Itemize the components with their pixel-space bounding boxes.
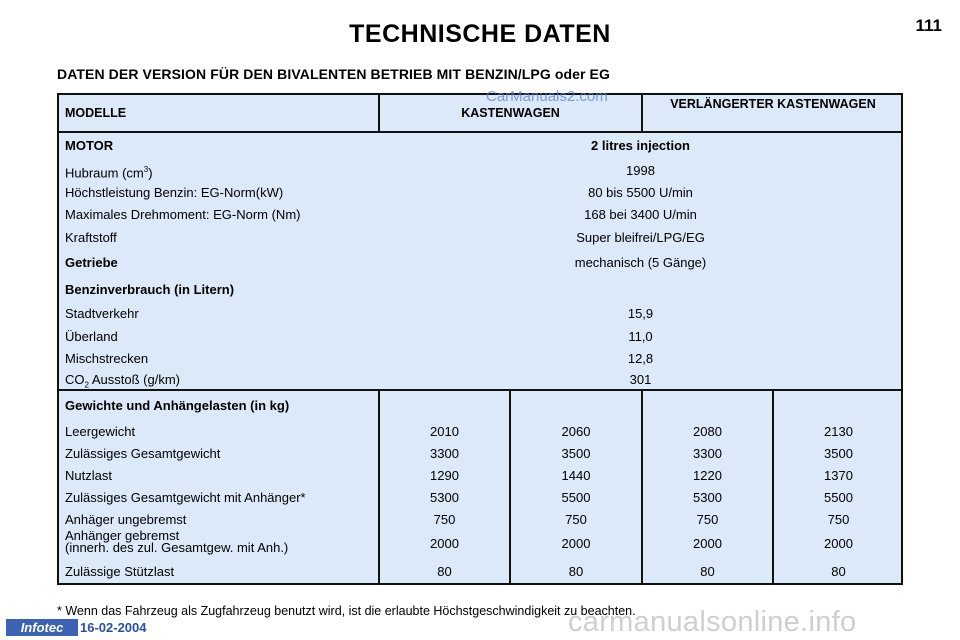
weight-value: 750 [565,512,587,527]
weight-value: 80 [700,564,715,579]
weight-row-label-line: (innerh. des zul. Gesamtgew. mit Anh.) [65,540,289,555]
engine-row-value: 168 bei 3400 U/min [584,207,697,222]
weight-row-label: Zulässiges Gesamtgewicht mit Anhänger* [65,490,306,505]
page-number: 111 [915,16,942,35]
engine-row-label: Hubraum $(cm^3)$ [65,165,153,181]
weight-row-label: Zulässige Stützlast [65,564,175,579]
weight-value: 2000 [430,536,459,551]
engine-row-label: Maximales Drehmoment: EG-Norm (Nm) [65,207,301,222]
consumption-row-value: 12,8 [627,351,654,366]
consumption-label: Benzinverbrauch (in Litern) [65,282,235,297]
watermark-top: CarManuals2.com [486,88,608,105]
weight-row-label: Leergewicht [65,424,136,439]
spec-table [57,93,903,585]
weight-value: 750 [433,512,456,527]
weight-value: 80 [568,564,584,579]
weight-value: 2000 [561,536,591,551]
header-long-van: VERLÄNGERTER KASTENWAGEN [670,97,876,111]
header-van: KASTENWAGEN [461,106,560,120]
weight-value: 5500 [561,490,591,505]
page-title: TECHNISCHE DATEN [349,20,611,48]
weight-value: 80 [831,564,846,579]
engine-value: 2 litres injection [591,138,690,153]
co2-label: $CO_2$ Ausstoß (g/km) [65,372,180,390]
weight-value: 2060 [561,424,591,439]
engine-row-value: 80 bis 5500 U/min [588,185,693,200]
weight-row-label [65,530,288,554]
col-divider-3 [509,389,511,583]
weight-value: 2010 [430,424,459,439]
header-divider [59,131,901,133]
consumption-row-label: Stadtverkehr [65,306,139,321]
engine-row-label: Höchstleistung Benzin: EG-Norm(kW) [65,185,284,200]
weight-value: 3300 [430,446,459,461]
engine-row-label: Kraftstoff [65,230,117,245]
weight-value: 2080 [693,424,722,439]
footer-logo: Infotec [6,619,78,636]
consumption-row-value: 15,9 [627,306,654,321]
col-divider-4 [772,389,774,583]
weight-row-label: Nutzlast [65,468,112,483]
weight-value: 2000 [824,536,853,551]
weight-value: 1440 [561,468,591,483]
weight-value: 5300 [693,490,722,505]
section-title: DATEN DER VERSION FÜR DEN BIVALENTEN BETRIEB MIT BENZIN/LPG oder EG [57,66,610,82]
weight-value: 3500 [824,446,853,461]
engine-row-value: 1998 [626,163,655,178]
weight-value: 1370 [824,468,853,483]
col-divider-1b [378,389,380,583]
footnote: * Wenn das Fahrzeug als Zugfahrzeug benutzt wird, ist die erlaubte Höchstgeschwindigkeit zu beachten. [57,604,636,618]
header-models: MODELLE [65,106,127,120]
co2-value: 301 [629,372,652,387]
weight-row-label: Zulässiges Gesamtgewicht [65,446,221,461]
weights-label: Gewichte und Anhängelasten (in kg) [65,398,290,413]
engine-row-value: Super bleifrei/LPG/EG [576,230,705,245]
gearbox-value: mechanisch (5 Gänge) [574,255,707,270]
weights-divider [59,389,901,391]
weight-value: 1290 [430,468,459,483]
weight-value: 750 [696,512,719,527]
weight-row-label-line: Anhänger gebremst [65,528,180,543]
weight-value: 2000 [693,536,722,551]
weight-value: 1220 [693,468,722,483]
weight-value: 3500 [561,446,591,461]
consumption-row-label: Überland [65,329,118,344]
col-divider-2 [641,95,643,131]
watermark-bottom: carmanualsonline.info [568,606,857,638]
col-divider-2b [641,389,643,583]
consumption-row-label: Mischstrecken [65,351,149,366]
weight-value: 5500 [824,490,853,505]
weight-value: 2130 [824,424,853,439]
engine-label: MOTOR [65,138,114,153]
consumption-row-value: 11,0 [628,329,653,344]
weight-value: 3300 [693,446,722,461]
gearbox-label: Getriebe [65,255,118,270]
weight-row-label: Anhäger ungebremst [65,512,187,527]
weight-value: 5300 [430,490,459,505]
weight-value: 80 [437,564,452,579]
weight-value: 750 [827,512,850,527]
footer-date: 16-02-2004 [80,620,147,635]
